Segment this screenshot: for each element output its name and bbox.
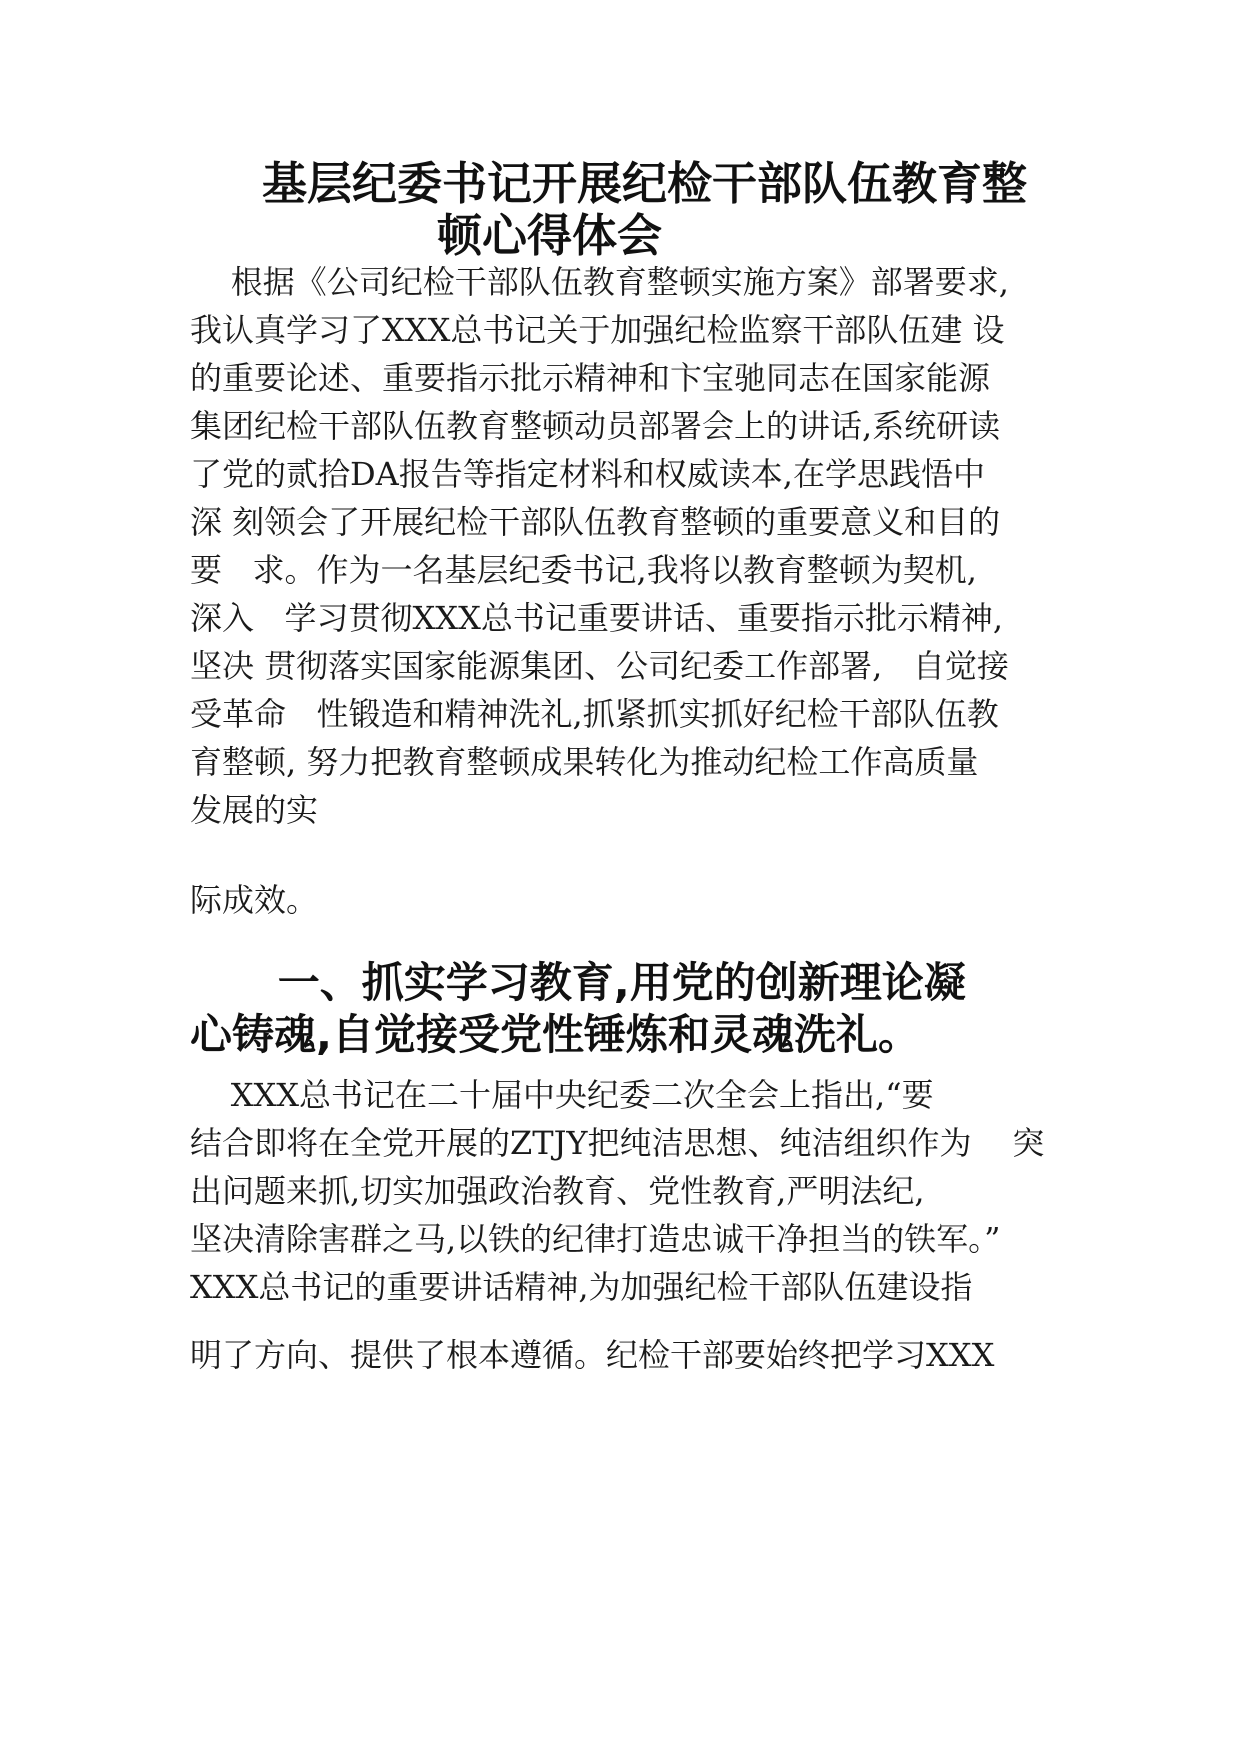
section-1-paragraph (190, 1075, 1045, 1379)
intro-line: 育整顿, 努力把教育整顿成果转化为推动纪检工作高质量 (190, 743, 979, 781)
intro-line: 我认真学习了XXX总书记关于加强纪检监察干部队伍建 设 (190, 311, 1005, 349)
intro-tail-line: 际成效。 (190, 881, 319, 919)
section-1-tail-line: 明了方向、提供了根本遵循。纪检干部要始终把学习XXX (190, 1336, 995, 1374)
intro-line: 要 求。作为一名基层纪委书记,我将以教育整顿为契机, (190, 551, 977, 589)
section-1-line: 出问题来抓,切实加强政治教育、党性教育,严明法纪, (190, 1172, 925, 1210)
intro-line: 受革命 性锻造和精神洗礼,抓紧抓实抓好纪检干部队伍教 (190, 695, 999, 733)
intro-line: 深入 学习贯彻XXX总书记重要讲话、重要指示批示精神, (190, 599, 1004, 637)
intro-line: 坚决 贯彻落实国家能源集团、公司纪委工作部署, 自觉接 (190, 647, 1009, 685)
intro-line: 深 刻领会了开展纪检干部队伍教育整顿的重要意义和目的 (190, 503, 1001, 541)
intro-line: 发展的实 (190, 791, 319, 829)
intro-line: 根据《公司纪检干部队伍教育整顿实施方案》部署要求, (190, 263, 1009, 301)
section-1-line: 结合即将在全党开展的ZTJY把纯洁思想、纯洁组织作为 突 (190, 1124, 1045, 1162)
intro-line: 的重要论述、重要指示批示精神和卞宝驰同志在国家能源 (190, 359, 991, 397)
section-1-heading-line-1: 一、抓实学习教育,用党的创新理论凝 (190, 958, 966, 1007)
section-1-heading-line-2: 心铸魂,自觉接受党性锤炼和灵魂洗礼。 (190, 1010, 920, 1059)
section-1-line: 坚决清除害群之马,以铁的纪律打造忠诚干净担当的铁军。” (190, 1220, 1001, 1258)
section-1-line: XXX总书记在二十届中央纪委二次全会上指出,“要 (190, 1076, 934, 1114)
document-title (190, 158, 1070, 262)
title-line-1: 基层纪委书记开展纪检干部队伍教育整 (262, 157, 1028, 210)
intro-paragraph (190, 262, 1009, 919)
section-1-line: XXX总书记的重要讲话精神,为加强纪检干部队伍建设指 (190, 1268, 973, 1306)
intro-line: 集团纪检干部队伍教育整顿动员部署会上的讲话,系统研读 (190, 407, 1001, 445)
intro-line: 了党的贰拾DA报告等指定材料和权威读本,在学思践悟中 (190, 455, 985, 493)
title-line-2: 顿心得体会 (437, 209, 663, 262)
